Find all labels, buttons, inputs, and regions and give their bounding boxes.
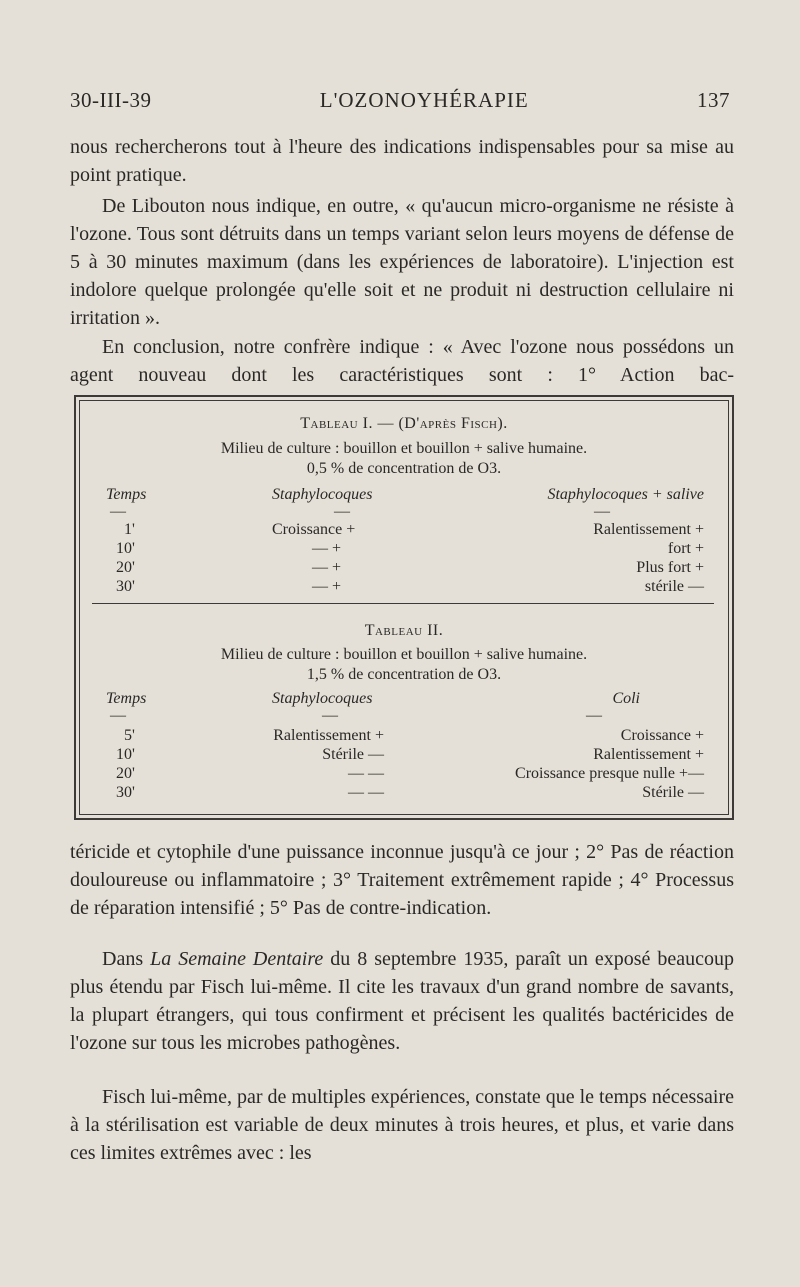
table1-row4-col2: stérile —: [644, 578, 704, 595]
table1-dash-col2: —: [594, 503, 610, 520]
table1-row1-time: 1': [124, 521, 135, 538]
table2-row2-col1: Stérile —: [322, 746, 384, 763]
table1-row3-time: 20': [116, 559, 135, 576]
table1-row1-col1: Croissance +: [272, 521, 356, 538]
paragraph-1: nous rechercherons tout à l'heure des indications indispensables pour sa mise au point pratique.: [70, 136, 734, 186]
table1-row3-col1: — +: [312, 559, 342, 576]
table1-row4-col1: — +: [312, 578, 342, 595]
table2-row4-time: 30': [116, 784, 135, 801]
table2-row3-col1: — —: [348, 765, 384, 782]
table1-header-col2: Staphylocoques + salive: [547, 486, 704, 503]
table2-concentration: 1,5 % de concentration de O3.: [306, 666, 502, 683]
table2-caption: Tableau II.: [364, 622, 444, 639]
table1-row3-col2: Plus fort +: [636, 559, 704, 576]
table-separator: [92, 603, 714, 604]
table2-dash-time: —: [110, 707, 126, 724]
table-box: [74, 395, 734, 820]
paragraph-5-start: Dans: [102, 948, 151, 970]
table2-header-time: Temps: [106, 690, 147, 707]
table2-row3-col2: Croissance presque nulle +—: [515, 765, 704, 782]
header-date: 30-III-39: [70, 88, 152, 112]
paragraph-6: Fisch lui-même, par de multiples expériences, constate que le temps nécessaire à la stérilisation est variable de deux minutes à trois heures, et plus, et varie dans ces limites extrêmes avec : les: [70, 1086, 735, 1164]
table2-row1-col1: Ralentissement +: [273, 727, 384, 744]
table2-header-col2: Coli: [612, 690, 640, 707]
table1-medium: Milieu de culture : bouillon et bouillon + salive humaine.: [220, 440, 588, 457]
page-number: 137: [697, 88, 730, 112]
paragraph-2: De Libouton nous indique, en outre, « qu'aucun micro-organisme ne résiste à l'ozone. Tous sont détruits dans un temps variant selon leurs moyens de défense de 5 à 30 minutes maximum (dans les expériences de laboratoire). L'injection est indolore quelque prolongée qu'elle soit et ne produit ni destruction cellulaire ni irritation ».: [70, 195, 734, 329]
table2-row1-time: 5': [124, 727, 135, 744]
table2-row4-col1: — —: [348, 784, 384, 801]
table2-header-col1: Staphylocoques: [272, 690, 373, 707]
table1-header-time: Temps: [106, 486, 147, 503]
table2-row2-time: 10': [116, 746, 135, 763]
table1-dash-time: —: [110, 503, 126, 520]
table1-row2-time: 10': [116, 540, 135, 557]
paragraph-4: téricide et cytophile d'une puissance inconnue jusqu'à ce jour ; 2° Pas de réaction douloureuse ou inflammatoire ; 3° Traitement extrêmement rapide ; 4° Processus de réparation intensifié ; 5° Pas de contre-indication.: [70, 841, 734, 919]
table1-concentration: 0,5 % de concentration de O3.: [306, 460, 502, 477]
table1-row1-col2: Ralentissement +: [593, 521, 704, 538]
table1-dash-col1: —: [334, 503, 350, 520]
table1-row4-time: 30': [116, 578, 135, 595]
table2-dash-col1: —: [322, 707, 338, 724]
table2-row1-col2: Croissance +: [620, 727, 704, 744]
journal-title: La Semaine Dentaire: [150, 948, 324, 970]
table2-dash-col2: —: [586, 707, 602, 724]
header-title: L'OZONOYHÉRAPIE: [319, 88, 529, 112]
paragraph-5-end: du 8 septembre 1935, paraît un exposé beaucoup plus étendu par Fisch lui-même. Il cite les travaux d'un grand nombre de savants, la plupart étrangers, qui tous confirment et précisent les qualités bactéricides de l'ozone sur tous les microbes pathogènes.: [70, 948, 734, 1054]
table1-row2-col1: — +: [312, 540, 342, 557]
paragraph-3: En conclusion, notre confrère indique : « Avec l'ozone nous possédons un agent nouveau dont les caractéristiques sont : 1° Action bac-: [70, 336, 734, 386]
table1-caption: Tableau I. — (D'après Fisch).: [300, 415, 508, 432]
table2-medium: Milieu de culture : bouillon et bouillon + salive humaine.: [220, 646, 588, 663]
table2-row2-col2: Ralentissement +: [593, 746, 704, 763]
paragraph-5: [70, 945, 734, 1057]
running-header: [70, 88, 730, 113]
table2-row4-col2: Stérile —: [642, 784, 704, 801]
table2-row3-time: 20': [116, 765, 135, 782]
table1-row2-col2: fort +: [667, 540, 704, 557]
table1-header-col1: Staphylocoques: [272, 486, 373, 503]
